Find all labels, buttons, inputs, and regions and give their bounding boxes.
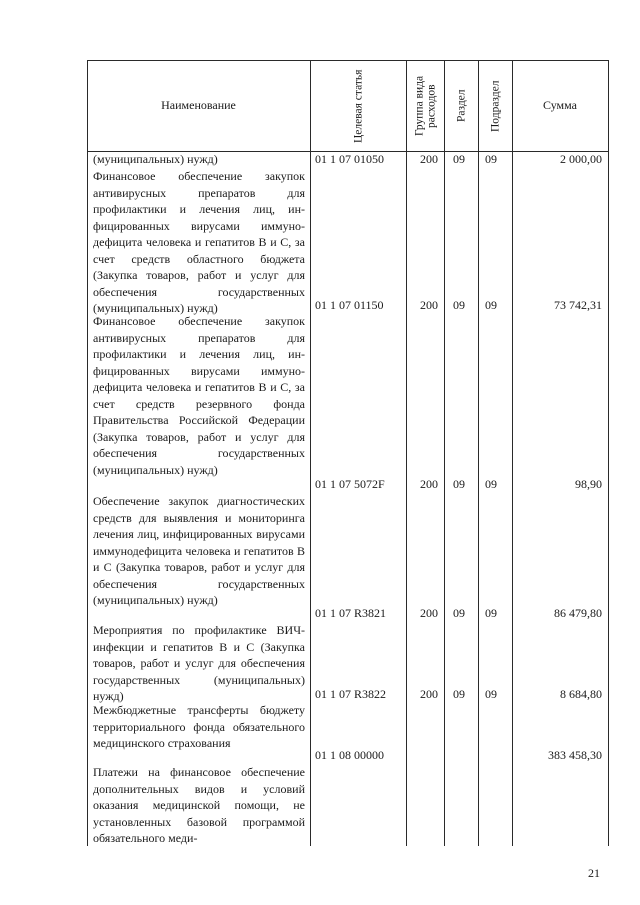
column-divider-name [310,60,311,846]
row-target-code: 01 1 08 00000 [315,748,384,762]
row-description: Мероприятия по профилактике ВИЧ-инфекции и гепатитов В и С (Закупка товаров, работ и услуг для обеспечения государственных (муниципальных) нужд) [93,623,305,703]
header-target-article: Целевая статья [352,69,365,143]
header-section: Раздел [455,89,468,123]
row-subsection: 09 [485,152,497,166]
row-subsection: 09 [485,298,497,312]
row-target-code: 01 1 07 R3821 [315,606,387,620]
row-target-code: 01 1 07 01150 [315,298,384,312]
row-subsection: 09 [485,477,497,491]
row-section: 09 [453,298,465,312]
row-subsection: 09 [485,687,497,701]
row-expense-group: 200 [420,298,438,312]
page-number: 21 [588,866,600,880]
row-amount: 2 000,00 [560,152,602,166]
row-section: 09 [453,152,465,166]
row-expense-group: 200 [420,477,438,491]
column-divider-section [478,60,479,846]
row-target-code: 01 1 07 01050 [315,152,384,166]
row-section: 09 [453,687,465,701]
row-amount: 86 479,80 [554,606,602,620]
row-description: Финансовое обеспечение закупок антивирусных препаратов для профилактики и лечения лиц, инфицированных вирусами иммунодефицита человека и гепатитов В и С, за счет средств резервного фонда Правительства Российской Федерации (Закупка товаров, работ и услуг для обеспечения государственных (муниципальных) нужд) [93,314,305,477]
table-right-border [608,60,609,846]
row-subsection: 09 [485,606,497,620]
row-amount: 98,90 [575,477,602,491]
column-divider-code [406,60,407,846]
row-section: 09 [453,606,465,620]
row-expense-group: 200 [420,152,438,166]
row-expense-group: 200 [420,606,438,620]
row-description: Платежи на финансовое обеспечение дополнительных видов и условий оказания медицинской помощи, не установленных базовой программой обязательного меди- [93,765,305,845]
row-target-code: 01 1 07 5072F [315,477,385,491]
table-left-border [87,60,88,846]
row-description: Финансовое обеспечение закупок антивирусных препаратов для профилактики и лечения лиц, инфицированных вирусами иммунодефицита человека и гепатитов В и С, за счет средств областного бюджета (Закупка товаров, работ и услуг для обеспечения государственных (муниципальных) нужд) [93,169,305,315]
row-description: Обеспечение закупок диагностических средств для выявления и мониторинга лечения лиц, инфицированных вирусами иммунодефицита человека и гепатитов В и С (Закупка товаров, работ и услуг для обеспечения государственных (муниципальных) нужд) [93,494,305,607]
header-expense-group: Группа вида расходов [413,75,438,137]
row-description: Межбюджетные трансферты бюджету территориального фонда обязательного медицинского страхования [93,703,305,750]
row-amount: 8 684,80 [560,687,602,701]
header-amount: Сумма [543,98,577,112]
row-amount: 73 742,31 [554,298,602,312]
column-divider-subsection [512,60,513,846]
row-target-code: 01 1 07 R3822 [315,687,387,701]
row-description: (муниципальных) нужд) [93,152,218,166]
row-section: 09 [453,477,465,491]
header-name: Наименование [161,98,236,112]
header-subsection: Подраздел [489,80,502,132]
column-divider-group [444,60,445,846]
row-expense-group: 200 [420,687,438,701]
row-amount: 383 458,30 [548,748,602,762]
